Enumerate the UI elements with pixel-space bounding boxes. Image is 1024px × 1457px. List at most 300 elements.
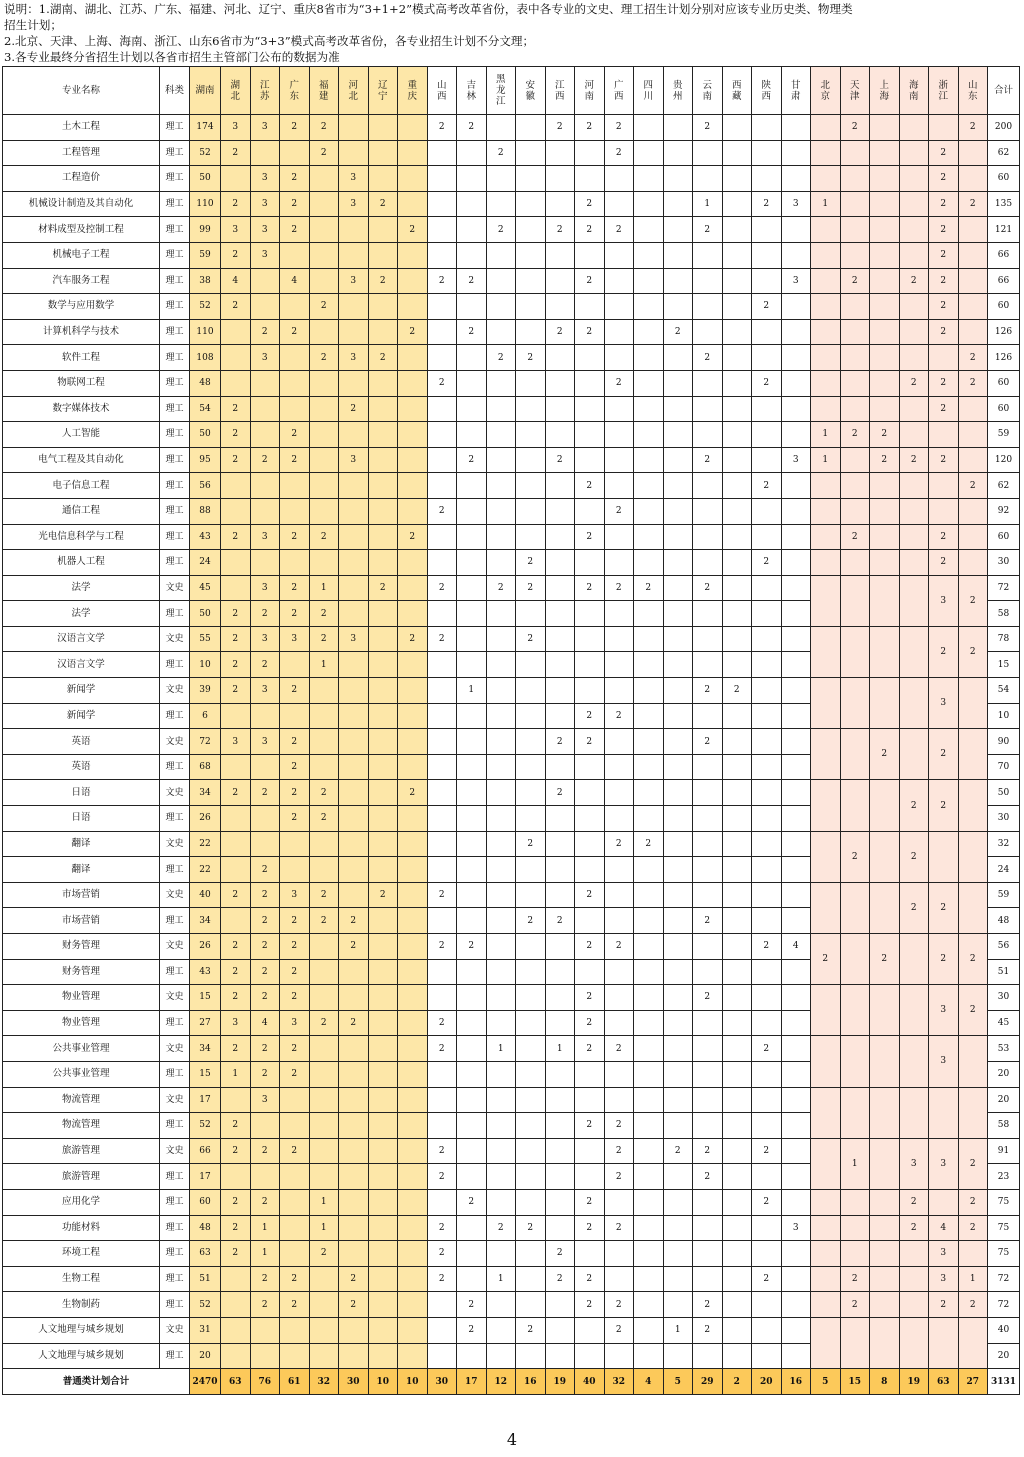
plan-cell (398, 678, 428, 704)
plan-cell (634, 447, 664, 473)
plan-cell (280, 498, 310, 524)
plan-cell (457, 1215, 487, 1241)
plan-cell (899, 294, 929, 320)
plan-cell (457, 575, 487, 601)
plan-cell: 2 (398, 626, 428, 652)
major-name: 汽车服务工程 (3, 268, 160, 294)
plan-cell (634, 498, 664, 524)
merged-plan-cell (840, 1087, 870, 1138)
plan-cell (545, 1292, 575, 1318)
merged-plan-cell: 2 (958, 626, 988, 677)
plan-cell (663, 550, 693, 576)
note-line-4: 3.各专业最终分省招生计划以各省市招生主管部门公布的数据为准 (4, 50, 340, 64)
header-province-label: 西藏 (731, 79, 742, 102)
plan-cell: 2 (280, 1138, 310, 1164)
plan-cell (486, 524, 516, 550)
plan-cell (958, 550, 988, 576)
plan-cell (339, 217, 369, 243)
merged-plan-cell (899, 626, 929, 677)
plan-cell (339, 550, 369, 576)
table-row (3, 319, 1020, 345)
table-row (3, 1189, 1020, 1215)
plan-cell: 52 (190, 294, 221, 320)
plan-cell (634, 1010, 664, 1036)
plan-cell (398, 1317, 428, 1343)
plan-cell: 2 (427, 1241, 457, 1267)
plan-cell (545, 934, 575, 960)
plan-cell (575, 1138, 605, 1164)
plan-cell (309, 1061, 339, 1087)
merged-plan-cell (899, 1241, 929, 1267)
merged-plan-cell (840, 729, 870, 780)
plan-cell: 2 (250, 1138, 280, 1164)
plan-cell (663, 678, 693, 704)
plan-cell: 2 (929, 524, 959, 550)
plan-cell: 2 (486, 140, 516, 166)
plan-cell (427, 780, 457, 806)
plan-cell (575, 242, 605, 268)
plan-cell (604, 1061, 634, 1087)
plan-cell (516, 140, 546, 166)
plan-cell (693, 268, 723, 294)
plan-cell (722, 1343, 752, 1369)
plan-cell: 2 (309, 524, 339, 550)
plan-cell (634, 473, 664, 499)
plan-cell (339, 729, 369, 755)
plan-cell (781, 908, 811, 934)
plan-cell (545, 703, 575, 729)
plan-cell (781, 1343, 811, 1369)
plan-cell: 2 (545, 447, 575, 473)
plan-cell (752, 447, 782, 473)
major-name: 物流管理 (3, 1087, 160, 1113)
plan-cell (486, 1138, 516, 1164)
plan-cell: 3 (280, 626, 310, 652)
plan-cell: 2 (398, 780, 428, 806)
plan-cell: 2 (221, 959, 251, 985)
plan-cell (663, 780, 693, 806)
total-cell: 5 (663, 1369, 693, 1395)
plan-cell (339, 857, 369, 883)
plan-cell: 2 (280, 422, 310, 448)
plan-cell (811, 294, 841, 320)
plan-cell (663, 242, 693, 268)
major-name: 应用化学 (3, 1189, 160, 1215)
header-province-label: 安徽 (525, 79, 535, 102)
plan-cell (634, 626, 664, 652)
plan-cell (752, 345, 782, 371)
row-total: 20 (988, 1087, 1020, 1113)
plan-cell: 2 (221, 626, 251, 652)
plan-cell: 3 (221, 217, 251, 243)
plan-cell (958, 166, 988, 192)
plan-cell (781, 857, 811, 883)
plan-cell (722, 217, 752, 243)
table-row (3, 498, 1020, 524)
major-name: 翻译 (3, 857, 160, 883)
plan-cell (958, 217, 988, 243)
plan-cell: 2 (250, 1061, 280, 1087)
merged-plan-cell (811, 575, 841, 626)
plan-cell (575, 959, 605, 985)
merged-plan-cell (811, 1215, 841, 1241)
plan-cell (398, 601, 428, 627)
plan-cell (398, 908, 428, 934)
plan-cell (457, 396, 487, 422)
plan-cell: 31 (190, 1317, 221, 1343)
plan-cell (634, 780, 664, 806)
notes (4, 1, 1020, 65)
major-category: 理工 (160, 754, 190, 780)
header-province (663, 67, 693, 115)
plan-cell (368, 1164, 398, 1190)
plan-cell (663, 1241, 693, 1267)
plan-cell (309, 1113, 339, 1139)
plan-cell (309, 934, 339, 960)
plan-cell: 26 (190, 806, 221, 832)
plan-cell (250, 268, 280, 294)
plan-cell (663, 729, 693, 755)
plan-cell (634, 703, 664, 729)
plan-cell: 2 (280, 985, 310, 1011)
plan-cell: 2 (840, 268, 870, 294)
plan-cell: 2 (427, 268, 457, 294)
merged-plan-cell (958, 729, 988, 780)
plan-cell (604, 550, 634, 576)
merged-plan-cell (870, 882, 900, 933)
plan-cell (398, 1087, 428, 1113)
plan-cell (486, 754, 516, 780)
header-province (516, 67, 546, 115)
plan-cell (250, 140, 280, 166)
plan-cell: 55 (190, 626, 221, 652)
plan-cell (722, 1010, 752, 1036)
plan-cell (250, 1113, 280, 1139)
plan-cell (634, 1164, 664, 1190)
plan-cell (427, 857, 457, 883)
plan-cell: 2 (575, 1036, 605, 1062)
plan-cell: 2 (398, 319, 428, 345)
plan-cell (870, 166, 900, 192)
plan-cell (368, 498, 398, 524)
plan-cell (811, 473, 841, 499)
table-row (3, 242, 1020, 268)
plan-cell (752, 1343, 782, 1369)
plan-cell: 2 (221, 1215, 251, 1241)
plan-cell (693, 626, 723, 652)
plan-cell (457, 703, 487, 729)
plan-cell: 2 (427, 1138, 457, 1164)
plan-cell (516, 1164, 546, 1190)
plan-cell (457, 1241, 487, 1267)
plan-cell (280, 1215, 310, 1241)
header-province (870, 67, 900, 115)
row-total: 60 (988, 166, 1020, 192)
plan-cell (368, 959, 398, 985)
plan-cell: 2 (250, 319, 280, 345)
plan-cell (752, 115, 782, 141)
plan-cell (722, 242, 752, 268)
plan-cell: 2 (221, 191, 251, 217)
plan-cell (634, 1138, 664, 1164)
row-total: 54 (988, 678, 1020, 704)
plan-cell (486, 1343, 516, 1369)
merged-plan-cell (840, 1215, 870, 1241)
plan-cell (575, 780, 605, 806)
plan-cell (545, 882, 575, 908)
plan-cell: 48 (190, 370, 221, 396)
plan-cell (221, 1317, 251, 1343)
plan-cell (398, 166, 428, 192)
plan-cell (722, 140, 752, 166)
plan-cell (457, 1036, 487, 1062)
major-name: 物业管理 (3, 1010, 160, 1036)
plan-cell (398, 473, 428, 499)
plan-cell: 2 (427, 115, 457, 141)
plan-cell: 2 (929, 370, 959, 396)
header-province-label: 重庆 (407, 79, 417, 102)
plan-cell (457, 1113, 487, 1139)
plan-cell (545, 140, 575, 166)
plan-cell (309, 370, 339, 396)
plan-cell (339, 242, 369, 268)
plan-cell (781, 754, 811, 780)
plan-cell (840, 473, 870, 499)
plan-cell (663, 1164, 693, 1190)
plan-cell (663, 422, 693, 448)
plan-cell (545, 1343, 575, 1369)
plan-cell (693, 601, 723, 627)
plan-cell (545, 370, 575, 396)
plan-cell (575, 140, 605, 166)
major-category: 文史 (160, 1317, 190, 1343)
plan-cell: 2 (309, 115, 339, 141)
plan-cell (339, 1343, 369, 1369)
plan-cell (280, 140, 310, 166)
row-total: 70 (988, 754, 1020, 780)
merged-plan-cell (840, 1189, 870, 1215)
plan-cell (368, 447, 398, 473)
plan-cell: 4 (781, 934, 811, 960)
plan-cell: 3 (781, 268, 811, 294)
plan-cell (781, 319, 811, 345)
plan-cell (634, 1241, 664, 1267)
note-line-3: 2.北京、天津、上海、海南、浙江、山东6省市为“3+3”模式高考改革省份，各专业招生计划不分文理； (4, 34, 535, 48)
plan-cell (368, 806, 398, 832)
plan-cell (368, 524, 398, 550)
plan-cell: 3 (250, 575, 280, 601)
plan-cell: 52 (190, 1292, 221, 1318)
plan-cell (693, 1010, 723, 1036)
table-row (3, 626, 1020, 652)
plan-cell: 3 (250, 678, 280, 704)
plan-cell: 2 (545, 908, 575, 934)
plan-cell (250, 831, 280, 857)
plan-cell (427, 678, 457, 704)
header-province (427, 67, 457, 115)
plan-cell: 2 (309, 806, 339, 832)
plan-cell (663, 217, 693, 243)
total-cell: 40 (575, 1369, 605, 1395)
total-cell: 19 (899, 1369, 929, 1395)
plan-cell (427, 652, 457, 678)
plan-cell (516, 678, 546, 704)
plan-cell (604, 908, 634, 934)
plan-cell (899, 396, 929, 422)
plan-cell: 99 (190, 217, 221, 243)
plan-cell (221, 806, 251, 832)
plan-cell (811, 319, 841, 345)
plan-cell (781, 294, 811, 320)
row-total: 60 (988, 396, 1020, 422)
plan-cell (634, 550, 664, 576)
table-row (3, 678, 1020, 704)
plan-cell: 2 (899, 268, 929, 294)
plan-cell (339, 498, 369, 524)
plan-cell (398, 806, 428, 832)
plan-cell (221, 166, 251, 192)
plan-cell: 2 (604, 1036, 634, 1062)
plan-cell (752, 678, 782, 704)
plan-cell (663, 703, 693, 729)
plan-cell (545, 1113, 575, 1139)
major-name: 工程造价 (3, 166, 160, 192)
plan-cell (457, 498, 487, 524)
plan-cell (309, 678, 339, 704)
major-name: 法学 (3, 575, 160, 601)
plan-cell (634, 1343, 664, 1369)
major-name: 软件工程 (3, 345, 160, 371)
header-province-label: 辽宁 (377, 79, 388, 102)
plan-cell (339, 1138, 369, 1164)
plan-cell (339, 473, 369, 499)
plan-cell (722, 396, 752, 422)
plan-cell: 2 (221, 882, 251, 908)
plan-cell (604, 959, 634, 985)
plan-cell (398, 422, 428, 448)
plan-cell (486, 1061, 516, 1087)
header-province-label: 甘肃 (790, 79, 801, 102)
plan-cell (752, 1241, 782, 1267)
plan-cell (722, 934, 752, 960)
plan-cell (958, 498, 988, 524)
row-total: 53 (988, 1036, 1020, 1062)
header-province-label: 黑龙江 (495, 74, 506, 107)
row-total: 45 (988, 1010, 1020, 1036)
plan-cell: 95 (190, 447, 221, 473)
plan-cell (722, 1164, 752, 1190)
plan-cell (427, 166, 457, 192)
plan-cell: 2 (929, 396, 959, 422)
plan-cell (516, 959, 546, 985)
plan-cell: 2 (427, 575, 457, 601)
merged-plan-cell: 2 (958, 985, 988, 1036)
plan-cell (516, 268, 546, 294)
plan-cell (221, 1087, 251, 1113)
header-province-label: 江西 (554, 79, 565, 102)
header-province (899, 67, 929, 115)
major-name: 英语 (3, 729, 160, 755)
plan-cell (427, 1189, 457, 1215)
plan-cell (693, 550, 723, 576)
plan-cell (693, 319, 723, 345)
plan-cell (368, 1010, 398, 1036)
plan-cell: 66 (190, 1138, 221, 1164)
plan-cell: 2 (693, 1164, 723, 1190)
plan-cell (929, 115, 959, 141)
plan-cell (280, 550, 310, 576)
plan-cell: 2 (309, 882, 339, 908)
plan-cell: 2 (575, 217, 605, 243)
plan-cell (457, 191, 487, 217)
plan-cell: 68 (190, 754, 221, 780)
plan-cell: 2 (575, 882, 605, 908)
major-category: 理工 (160, 242, 190, 268)
plan-cell: 2 (280, 729, 310, 755)
plan-cell (781, 1292, 811, 1318)
plan-cell (398, 729, 428, 755)
plan-cell: 2 (280, 1061, 310, 1087)
table-row (3, 1036, 1020, 1062)
plan-cell (575, 447, 605, 473)
plan-cell (722, 524, 752, 550)
plan-cell (663, 115, 693, 141)
plan-cell (486, 652, 516, 678)
plan-cell (398, 1343, 428, 1369)
plan-cell: 2 (280, 754, 310, 780)
plan-cell (840, 370, 870, 396)
plan-cell (368, 780, 398, 806)
plan-cell (368, 1138, 398, 1164)
plan-cell (899, 115, 929, 141)
plan-cell (781, 882, 811, 908)
merged-plan-cell (870, 575, 900, 626)
plan-cell: 2 (280, 959, 310, 985)
plan-cell: 2 (545, 780, 575, 806)
plan-cell (752, 1317, 782, 1343)
major-name: 机器人工程 (3, 550, 160, 576)
plan-cell (752, 1164, 782, 1190)
merged-plan-cell (811, 1087, 841, 1138)
plan-cell (486, 1241, 516, 1267)
plan-cell (752, 498, 782, 524)
major-category: 文史 (160, 934, 190, 960)
plan-cell (516, 473, 546, 499)
plan-cell: 2 (221, 678, 251, 704)
plan-cell (575, 166, 605, 192)
plan-cell (634, 652, 664, 678)
major-name: 人文地理与城乡规划 (3, 1317, 160, 1343)
total-cell: 20 (752, 1369, 782, 1395)
plan-cell (840, 498, 870, 524)
merged-plan-cell (811, 1241, 841, 1267)
plan-cell (339, 1241, 369, 1267)
plan-cell: 3 (781, 1215, 811, 1241)
plan-cell: 2 (516, 345, 546, 371)
plan-cell (604, 780, 634, 806)
plan-cell (486, 319, 516, 345)
plan-cell (309, 831, 339, 857)
plan-cell (457, 1343, 487, 1369)
plan-cell: 2 (309, 345, 339, 371)
merged-plan-cell: 2 (899, 831, 929, 882)
plan-cell (427, 831, 457, 857)
row-total: 126 (988, 345, 1020, 371)
plan-cell (899, 345, 929, 371)
plan-cell (398, 242, 428, 268)
plan-cell: 43 (190, 959, 221, 985)
plan-cell: 2 (221, 601, 251, 627)
